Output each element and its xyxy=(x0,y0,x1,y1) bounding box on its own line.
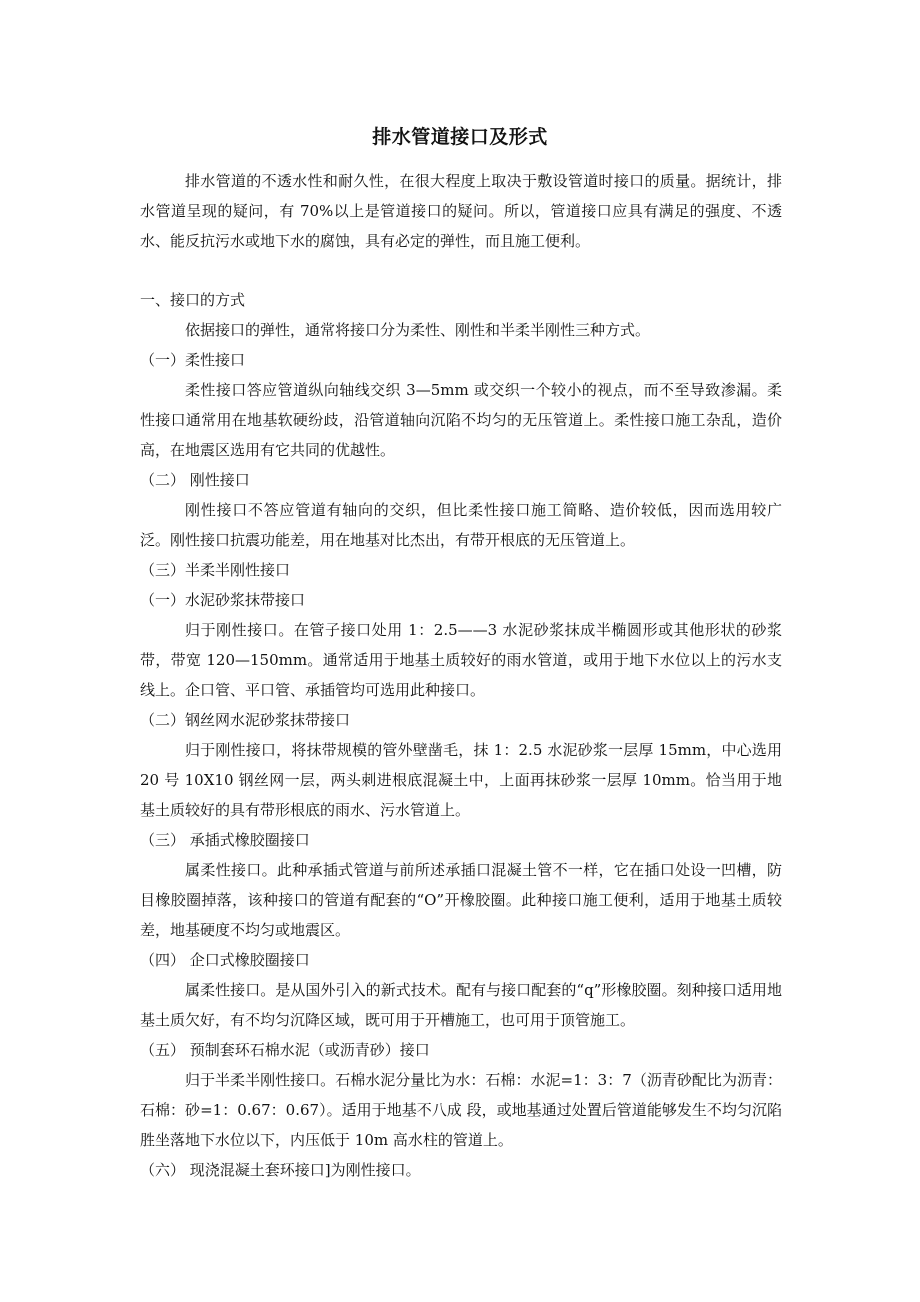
type-heading: （三） 承插式橡胶圈接口 xyxy=(140,831,310,849)
document-title: 排水管道接口及形式 xyxy=(372,126,548,148)
type-paragraph: 归于半柔半刚性接口。石棉水泥分量比为水：石棉：水泥=1：3：7（沥青砂配比为沥青：石棉：砂=1：0.67：0.67）。适用于地基不八成 段，或地基通过处置后管道能够发生不均匀沉陷胜坐落地下水位以下，内压低于 10m 高水柱的管道上。 xyxy=(140,1071,782,1149)
type-paragraph: 归于刚性接口，将抹带规模的管外壁凿毛，抹 1：2.5 水泥砂浆一层厚 15mm，中心选用 20 号 10X10 钢丝网一层，两头刺进根底混凝土中，上面再抹砂浆一层厚 10mm。恰当用于地基土质较好的具有带形根底的雨水、污水管道上。 xyxy=(140,741,782,819)
intro-paragraph: 排水管道的不透水性和耐久性，在很大程度上取决于敷设管道时接口的质量。据统计，排水管道呈现的疑问，有 70%以上是管道接口的疑问。所以，管道接口应具有满足的强度、不透水、能反抗污水或地下水的腐蚀，具有必定的弹性，而且施工便利。 xyxy=(140,172,782,250)
type-heading: （六） 现浇混凝土套环接口]为刚性接口。 xyxy=(140,1161,421,1179)
subsection-paragraph: 柔性接口答应管道纵向轴线交织 3—5mm 或交织一个较小的视点，而不至导致渗漏。柔性接口通常用在地基软硬纷歧，沿管道轴向沉陷不均匀的无压管道上。柔性接口施工杂乱，造价高，在地震区选用有它共同的优越性。 xyxy=(140,381,782,459)
content-block xyxy=(140,285,782,1185)
section-paragraph: 依据接口的弹性，通常将接口分为柔性、刚性和半柔半刚性三种方式。 xyxy=(185,321,651,339)
type-paragraph: 归于刚性接口。在管子接口处用 1：2.5——3 水泥砂浆抹成半椭圆形或其他形状的砂浆带，带宽 120—150mm。通常适用于地基土质较好的雨水管道，或用于地下水位以上的污水支线上。企口管、平口管、承插管均可选用此种接口。 xyxy=(140,621,782,699)
subsection-heading: （三）半柔半刚性接口 xyxy=(140,561,291,579)
section-heading: 一、接口的方式 xyxy=(140,291,246,309)
intro-block xyxy=(140,166,782,256)
subsection-paragraph: 刚性接口不答应管道有轴向的交织，但比柔性接口施工简略、造价较低，因而选用较广泛。刚性接口抗震功能差，用在地基对比杰出，有带开根底的无压管道上。 xyxy=(140,501,782,549)
subsection-heading: （一）柔性接口 xyxy=(140,351,246,369)
type-paragraph: 属柔性接口。此种承插式管道与前所述承插口混凝土管不一样，它在插口处设一凹槽，防目橡胶圈掉落，该种接口的管道有配套的“O”开橡胶圈。此种接口施工便利，适用于地基土质较差，地基硬度不均匀或地震区。 xyxy=(140,861,782,939)
type-heading: （四） 企口式橡胶圈接口 xyxy=(140,951,310,969)
type-heading: （二）钢丝网水泥砂浆抹带接口 xyxy=(140,711,351,729)
type-heading: （一）水泥砂浆抹带接口 xyxy=(140,591,306,609)
type-heading: （五） 预制套环石棉水泥（或沥青砂）接口 xyxy=(140,1041,430,1059)
type-paragraph: 属柔性接口。是从国外引入的新式技术。配有与接口配套的“q”形橡胶圈。刻种接口适用地基土质欠好，有不均匀沉降区域，既可用于开槽施工，也可用于顶管施工。 xyxy=(140,981,782,1029)
subsection-heading: （二） 刚性接口 xyxy=(140,471,250,489)
